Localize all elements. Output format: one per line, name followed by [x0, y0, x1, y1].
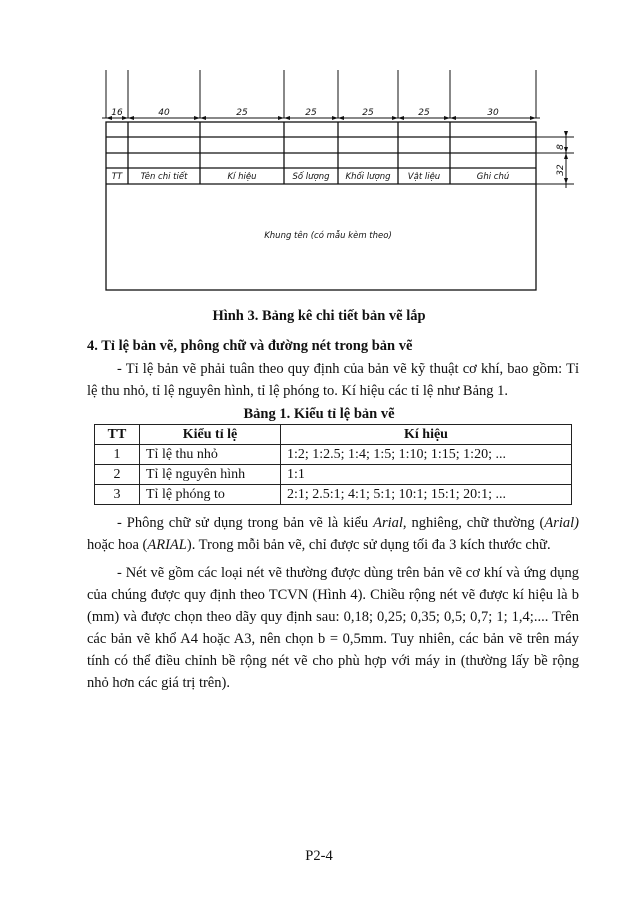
- paragraph-lines: - Nét vẽ gồm các loại nét vẽ thường được dùng trên bản vẽ cơ khí và ứng dụng của chúng được quy định theo TCVN (Hình 4). Chiều rộng nét vẽ được kí hiệu là b (mm) và được chọn theo dãy quy định sau: 0,18; 0,25; 0,35; 0,5; 0,7; 1; 1,4;.... Trên các bản vẽ khổ A4 hoặc A3, nên chọn b = 0,5mm. Tuy nhiên, các bản vẽ trên máy tính có thể điều chỉnh bề rộng nét vẽ cho phù hợp với máy in (thường lấy bề rộng nhỏ hơn các giá trị trên).: [87, 565, 579, 691]
- paragraph-font: [87, 512, 579, 556]
- vertical-dimension-value: 8: [556, 144, 566, 150]
- table-row: [95, 465, 572, 485]
- figure-caption: Hình 3. Bảng kê chi tiết bản vẽ lắp: [212, 308, 426, 324]
- dimension-value: 30: [487, 108, 499, 118]
- table-title: Bảng 1. Kiểu tỉ lệ bản vẽ: [243, 406, 395, 422]
- font-text: - Phông chữ sử dụng trong bản vẽ là kiểu: [117, 515, 374, 531]
- table-cell: 2: [95, 465, 140, 485]
- parts-list-drawing: [88, 60, 588, 300]
- paragraph-scale: - Tỉ lệ bản vẽ phải tuân theo quy định của bản vẽ kỹ thuật cơ khí, bao gồm: Tỉ lệ thu nhỏ, tỉ lệ nguyên hình, tỉ lệ phóng to. Kí hiệu các tỉ lệ như Bảng 1.: [87, 361, 579, 399]
- table-cell: 1: [95, 445, 140, 465]
- table-cell: Tỉ lệ thu nhỏ: [140, 445, 281, 465]
- page-number: P2-4: [305, 848, 333, 864]
- extension-lines: [106, 70, 536, 118]
- font-text: ). Trong mỗi bản vẽ, chỉ được sử dụng tối đa 3 kích thước chữ.: [186, 537, 551, 553]
- table-cell: 1:1: [281, 465, 572, 485]
- vertical-dimension-value: 32: [556, 164, 566, 176]
- table-cell: 2:1; 2.5:1; 4:1; 5:1; 10:1; 15:1; 20:1; ...: [281, 485, 572, 505]
- parts-list-svg: [88, 60, 588, 300]
- dimension-value: 25: [236, 108, 248, 118]
- column-header: Số lượng: [292, 172, 330, 182]
- title-block-label: Khung tên (có mẫu kèm theo): [264, 231, 392, 241]
- table-cell: 1:2; 1:2.5; 1:4; 1:5; 1:10; 1:15; 1:20; ...: [281, 445, 572, 465]
- dimension-value: 25: [362, 108, 374, 118]
- dimension-value: 40: [158, 108, 170, 118]
- font-arial: ARIAL: [147, 537, 187, 553]
- table-row: [95, 445, 572, 465]
- section-heading: 4. Tỉ lệ bản vẽ, phông chữ và đường nét trong bản vẽ: [87, 338, 413, 354]
- table-header: Kiểu tỉ lệ: [140, 425, 281, 445]
- column-header: Ghi chú: [476, 172, 510, 182]
- scale-table: [94, 424, 572, 505]
- table-header: TT: [95, 425, 140, 445]
- dimension-values: [111, 108, 499, 118]
- parts-grid: [106, 122, 536, 290]
- table-cell: Tỉ lệ phóng to: [140, 485, 281, 505]
- column-header: Tên chi tiết: [140, 172, 188, 182]
- dimension-value: 16: [111, 108, 123, 118]
- font-text: hoặc hoa (: [87, 537, 148, 553]
- column-header: Vật liệu: [407, 172, 441, 182]
- column-header: Kí hiệu: [227, 172, 257, 182]
- font-arial: Arial): [544, 515, 579, 531]
- table-header-row: [95, 425, 572, 445]
- table-header: Kí hiệu: [281, 425, 572, 445]
- column-header: Khối lượng: [345, 172, 391, 182]
- font-arial: Arial: [373, 515, 403, 531]
- font-text: , nghiêng, chữ thường (: [402, 515, 545, 531]
- vertical-dimension: [536, 133, 574, 188]
- table-row: [95, 485, 572, 505]
- column-header: TT: [111, 172, 123, 182]
- dimension-value: 25: [305, 108, 317, 118]
- table-cell: 3: [95, 485, 140, 505]
- dimension-value: 25: [418, 108, 430, 118]
- table-cell: Tỉ lệ nguyên hình: [140, 465, 281, 485]
